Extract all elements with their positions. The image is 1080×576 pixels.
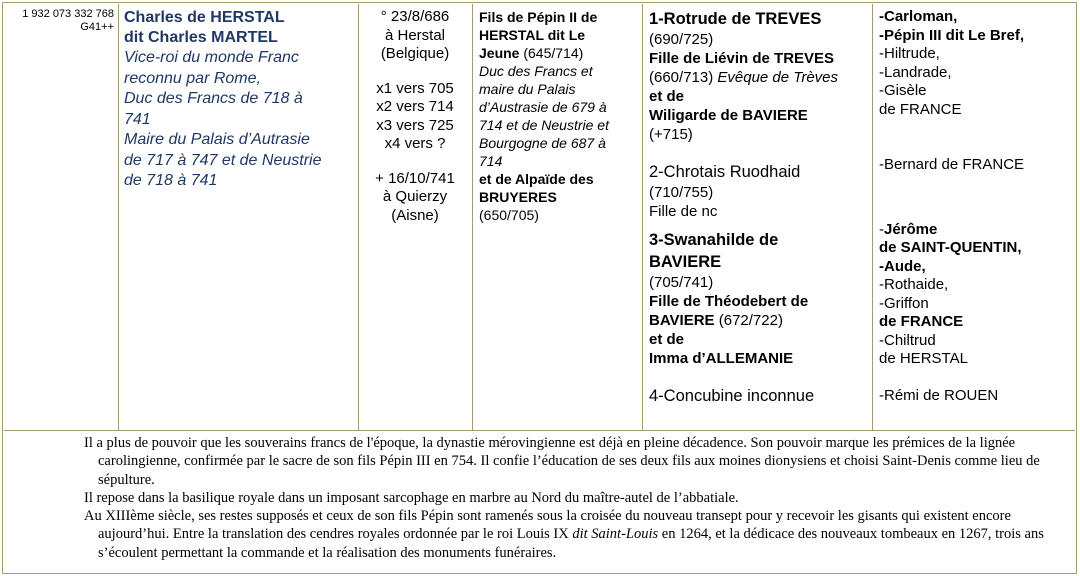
child-name: Jérôme [884,220,938,238]
reference-cell [6,8,114,34]
person-titles [124,48,356,192]
note-paragraph [84,507,1044,562]
marriage-line: x4 vers ? [384,135,446,152]
spouse-3 [649,229,873,368]
child-line: de FRANCE [879,313,964,330]
mother-dates: (650/705) [479,207,539,223]
father-line: HERSTAL dit Le [479,27,586,43]
title-line: Vice-roi du monde Franc [124,49,299,66]
birth-country: (Belgique) [380,45,450,62]
father-line: Fils de Pépin II de [479,9,598,25]
marriage-info [360,80,470,154]
spouse-father-dates: (660/713) [649,69,718,86]
spouse-father: Fille de Théodebert de [649,293,809,310]
spouse-dates: (710/755) [649,184,714,201]
person-name: Charles de HERSTAL [124,9,285,26]
spouse-father-name: BAVIERE [649,312,715,329]
note-paragraph: Il repose dans la basilique royale dans un imposant sarcophage en marbre au Nord du maître-autel de l’abbatiale. [84,489,739,506]
spouse-name: 3-Swanahilde de [649,231,779,249]
spouse-dates: (690/725) [649,31,714,48]
father-title-line: 714 et de Neustrie et [479,117,609,133]
spouse-dates: (705/741) [649,274,714,291]
spouse-et: et de [649,88,685,105]
person-cell [124,8,356,192]
row-divider [4,430,1075,431]
death-region: (Aisne) [391,206,439,224]
child-line: de HERSTAL [879,350,968,367]
spouse-mother: Wiligarde de BAVIERE [649,107,808,124]
spouse-father-dates: (672/722) [714,312,783,329]
spouse-father: Fille de Liévin de TREVES [649,50,835,67]
father-title-line: maire du Palais [479,81,576,97]
child-line: -Pépin III dit Le Bref, [879,26,1025,44]
dates-cell [360,8,470,225]
child-line [879,221,1074,240]
note-italic: dit Saint-Louis [572,526,659,543]
birth-date: ° 23/8/686 [380,8,450,25]
title-line: de 717 à 747 et de Neustrie [124,151,322,169]
spouses-cell [649,8,873,407]
father-titles [479,62,645,170]
title-line: de 718 à 741 [124,172,218,189]
children-group-3 [879,221,1074,369]
death-date: + 16/10/741 [375,169,455,187]
children-group-2 [879,156,1074,175]
spouse-name: BAVIERE [649,253,722,271]
child-line: -Bernard de FRANCE [879,156,1025,173]
death-place: à Quierzy [382,188,448,205]
father-title-line: d’Austrasie de 679 à [479,99,607,115]
sosa-number: 1 932 073 332 768 [22,8,114,20]
children-group-1 [879,8,1074,119]
biography-notes [84,434,1044,562]
spouse-2 [649,162,873,221]
mother-line: BRUYERES [479,189,557,205]
spouse-mother-dates: (+715) [649,126,693,143]
child-line: -Aude, [879,257,926,275]
title-line: Duc des Francs de 718 à [124,90,303,107]
spouse-mother: Imma d’ALLEMANIE [649,350,794,367]
spouse-1 [649,8,873,144]
children-group-4 [879,387,1074,406]
spouse-father-title: Evêque de Trèves [717,69,839,86]
note-paragraph: Il a plus de pouvoir que les souverains francs de l'époque, la dynastie mérovingienne est déjà en pleine décadence. Son pouvoir marque les prémices de la lignée carolingienne, confirmée par le sacre de son fils Pépin III en 754. Il confie l’éducation de ses deux fils aux moines dionysiens et choisi Saint-Denis comme lieu de sépulture. [84,435,1040,488]
marriage-line: x2 vers 714 [376,98,454,115]
spouse-name: 1-Rotrude de TREVES [649,10,822,28]
birth-place: à Herstal [384,26,446,44]
parents-cell [479,8,645,224]
spouse-father-info [649,311,873,330]
father-title-line: Duc des Francs et [479,63,593,79]
spouse-et: et de [649,331,685,348]
child-line: -Chiltrud [879,331,936,349]
child-line: -Rothaide, [879,276,949,293]
child-line: -Hiltrude, [879,45,940,62]
person-nickname: dit Charles MARTEL [124,29,278,46]
child-line: -Carloman, [879,8,958,25]
title-line: 741 [124,110,151,128]
father-dates: (645/714) [519,45,584,61]
death-info [360,170,470,226]
birth-info [360,8,470,64]
column-divider [358,4,359,430]
children-cell [879,8,1074,405]
title-line: Maire du Palais d’Autrasie [124,131,310,148]
child-line: -Gisèle [879,82,927,99]
marriage-line: x3 vers 725 [376,116,454,134]
father-line [479,44,645,62]
child-line: de FRANCE [879,100,962,118]
note-text: Au XIIIème siècle, ses restes supposés et ceux de son fils Pépin sont ramenés sous la croisée du nouveau transept pour y recevoir les gisants qui existent encore aujourd’hui. Entre la translation des cendres royales ordonnée par le roi Louis IX [84,508,1011,543]
column-divider [118,4,119,430]
mother-line: et de Alpaïde des [479,171,594,187]
spouse-father-info [649,68,873,87]
father-title-line: 714 [479,153,503,169]
note-text: en 1264, et la dédicace des nouveaux tombeaux en 1267, trois ans s’écoulent permettant la commande et la réalisation des monuments funéraires. [98,526,1044,561]
spouse-name: 2-Chrotais Ruodhaid [649,163,801,181]
father-name-end: Jeune [479,45,520,61]
spouse-4: 4-Concubine inconnue [649,387,815,405]
child-dash: - [879,220,884,238]
spouse-father: Fille de nc [649,203,718,220]
child-line: -Griffon [879,294,929,312]
column-divider [472,4,473,430]
title-line: reconnu par Rome, [124,69,261,87]
child-line: -Landrade, [879,63,952,81]
marriage-line: x1 vers 705 [376,79,454,97]
child-line: -Rémi de ROUEN [879,386,999,404]
child-line: de SAINT-QUENTIN, [879,239,1022,256]
father-title-line: Bourgogne de 687 à [479,135,606,151]
generation-code: G41++ [80,21,114,33]
